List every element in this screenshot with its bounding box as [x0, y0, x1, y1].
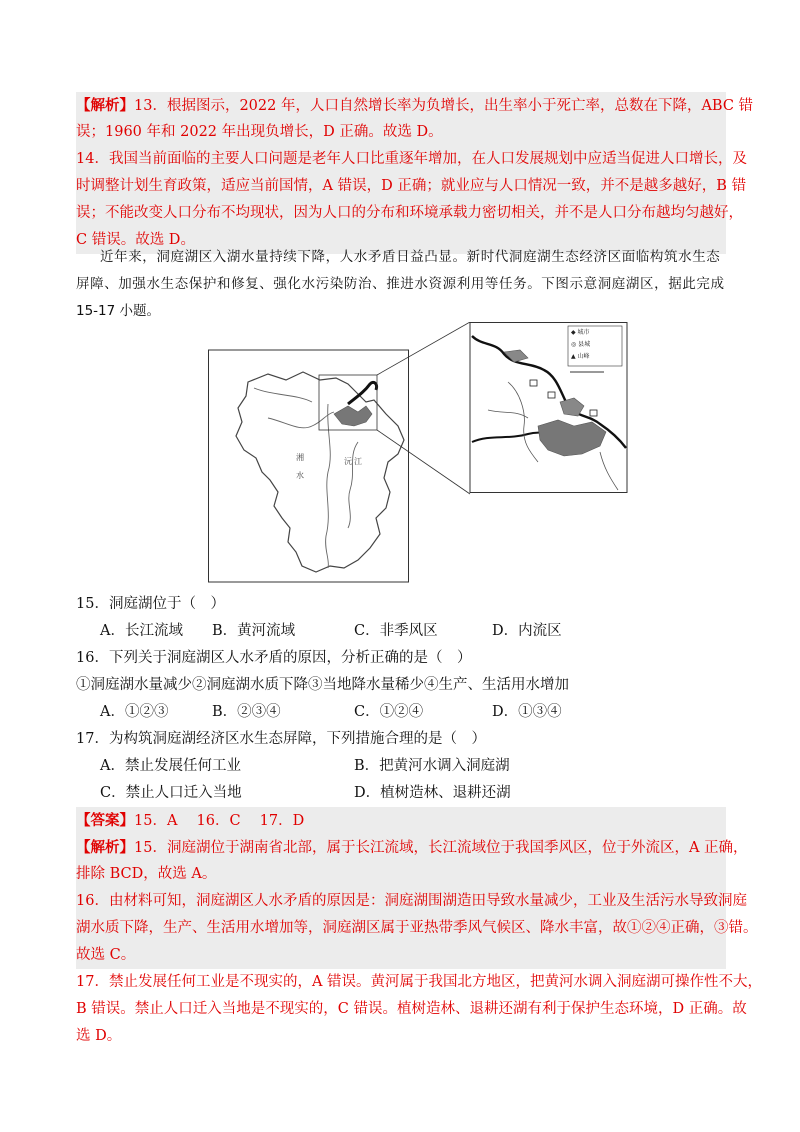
q16-option-b[interactable]: B．②③④: [212, 704, 281, 720]
analysis-13-line-2: 误；1960 年和 2022 年出现负增长，D 正确。故选 D。: [76, 119, 726, 146]
material-line-2: 屏障、加强水生态保护和修复、强化水污染防治、推进水资源利用等任务。下图示意洞庭湖区，据此完成: [76, 276, 725, 292]
dongting-lake-map: [208, 322, 628, 584]
analysis-14-line-3: 误；不能改变人口分布不均现状，因为人口的分布和环境承载力密切相关，并不是人口分布越均匀越好，: [76, 200, 726, 227]
q15-stem: 15．洞庭湖位于（ ）: [76, 596, 225, 612]
q17-option-a[interactable]: A．禁止发展任何工业: [100, 758, 241, 774]
analysis-13-line-1: 【解析】13．根据图示，2022 年，人口自然增长率为负增长，出生率小于死亡率，总数在下降，ABC 错: [76, 92, 726, 120]
legend-peak: ▲ 山峰: [571, 353, 590, 360]
map-svg: [208, 322, 628, 584]
analysis-15-line-1: 【解析】15．洞庭湖位于湖南省北部，属于长江流域，长江流域位于我国季风区，位于外流区，A 正确，: [76, 834, 726, 862]
analysis-15-line-2: 排除 BCD，故选 A。: [76, 861, 726, 888]
q16-items: ①洞庭湖水量减少②洞庭湖水质下降③当地降水量稀少④生产、生活用水增加: [76, 677, 569, 693]
answer-line: [76, 807, 726, 835]
q15-option-a[interactable]: A．长江流域: [100, 623, 183, 639]
q17-option-b[interactable]: B．把黄河水调入洞庭湖: [354, 758, 510, 774]
q16-stem: 16．下列关于洞庭湖区人水矛盾的原因，分析正确的是（ ）: [76, 650, 472, 666]
analysis-17-line-1: 17．禁止发展任何工业是不现实的，A 错误。黄河属于我国北方地区，把黄河水调入洞庭湖可操作性不大，: [76, 974, 763, 990]
material-line-3: 15-17 小题。: [76, 303, 161, 319]
q17-stem: 17．为构筑洞庭湖经济区水生态屏障，下列措施合理的是（ ）: [76, 731, 486, 747]
analysis-tag: 【解析】: [76, 97, 134, 114]
q15-option-c[interactable]: C．非季风区: [354, 623, 438, 639]
analysis-14-line-4: C 错误。故选 D。: [76, 227, 726, 254]
q17-option-d[interactable]: D．植树造林、退耕还湖: [354, 785, 511, 801]
q17-option-c[interactable]: C．禁止人口迁入当地: [100, 785, 242, 801]
analysis-tag-2: 【解析】: [76, 839, 134, 856]
material-line-1: 近年来，洞庭湖区入湖水量持续下降，人水矛盾日益凸显。新时代洞庭湖生态经济区面临构筑水生态: [100, 249, 721, 265]
analysis-14-line-1: 14．我国当前面临的主要人口问题是老年人口比重逐年增加，在人口发展规划中应适当促进人口增长，及: [76, 146, 726, 173]
map-label-yuan: 沅: [344, 457, 352, 466]
answer-tag: 【答案】: [76, 812, 134, 829]
analysis-17-line-2: B 错误。禁止人口迁入当地是不现实的，C 错误。植树造林、退耕还湖有利于保护生态环境，D 正确。故: [76, 1001, 747, 1017]
map-label-shui: 水: [296, 471, 304, 480]
analysis-16-line-2: 湖水质下降，生产、生活用水增加等，洞庭湖区属于亚热带季风气候区、降水丰富，故①②④正确，③错。: [76, 915, 726, 942]
analysis-17-line-3: 选 D。: [76, 1028, 122, 1044]
q16-option-a[interactable]: A．①②③: [100, 704, 169, 720]
analysis-16-line-3: 故选 C。: [76, 942, 726, 969]
legend-county: ◎ 县城: [571, 341, 591, 348]
q15-option-b[interactable]: B．黄河流域: [212, 623, 296, 639]
map-label-xiang: 湘: [296, 453, 304, 462]
map-label-jiang: 江: [354, 457, 362, 466]
q16-option-d[interactable]: D．①③④: [492, 704, 562, 720]
analysis-16-line-1: 16．由材料可知，洞庭湖区人水矛盾的原因是：洞庭湖围湖造田导致水量减少，工业及生活污水导致洞庭: [76, 888, 726, 915]
legend-entries: [571, 327, 590, 363]
q15-option-d[interactable]: D．内流区: [492, 623, 562, 639]
legend-city: ◆ 城市: [571, 329, 590, 336]
analysis-14-line-2: 时调整计划生育政策，适应当前国情，A 错误，D 正确；就业应与人口情况一致，并不是越多越好，B 错: [76, 173, 726, 200]
q16-option-c[interactable]: C．①②④: [354, 704, 424, 720]
answer-text: 15．A 16．C 17．D: [134, 813, 305, 829]
